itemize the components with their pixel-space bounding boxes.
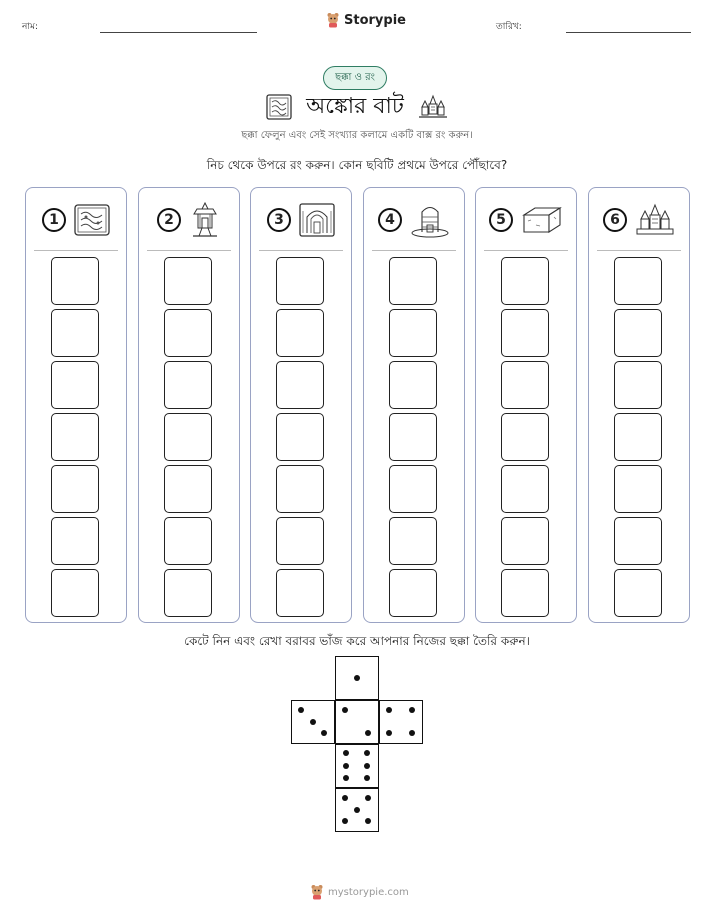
- color-box[interactable]: [51, 569, 99, 617]
- column-3: [250, 187, 352, 623]
- color-box[interactable]: [501, 413, 549, 461]
- dice-pip: [321, 730, 327, 736]
- column-2: [138, 187, 240, 623]
- color-box[interactable]: [389, 257, 437, 305]
- temple-gate-icon: [189, 202, 221, 238]
- dice-face: [335, 700, 379, 744]
- color-box[interactable]: [51, 309, 99, 357]
- color-box[interactable]: [164, 309, 212, 357]
- dice-pip: [364, 763, 370, 769]
- color-box[interactable]: [276, 569, 324, 617]
- color-box[interactable]: [389, 517, 437, 565]
- color-box[interactable]: [614, 569, 662, 617]
- color-box[interactable]: [164, 517, 212, 565]
- column-number: 1: [42, 208, 66, 232]
- color-box[interactable]: [51, 413, 99, 461]
- color-box[interactable]: [164, 465, 212, 513]
- color-box[interactable]: [501, 465, 549, 513]
- dice-pip: [342, 707, 348, 713]
- color-box[interactable]: [389, 465, 437, 513]
- dice-pip: [365, 818, 371, 824]
- dice-pip: [342, 795, 348, 801]
- color-box[interactable]: [276, 517, 324, 565]
- color-box[interactable]: [614, 465, 662, 513]
- color-box[interactable]: [276, 361, 324, 409]
- color-box[interactable]: [164, 569, 212, 617]
- color-box[interactable]: [614, 257, 662, 305]
- column-divider: [147, 250, 231, 251]
- date-line[interactable]: [566, 32, 691, 33]
- column-header: [589, 198, 689, 242]
- color-box[interactable]: [501, 257, 549, 305]
- column-number: 3: [267, 208, 291, 232]
- column-header: [26, 198, 126, 242]
- name-line[interactable]: [100, 32, 257, 33]
- brand-logo: [326, 12, 406, 28]
- color-box[interactable]: [389, 569, 437, 617]
- column-number: 6: [603, 208, 627, 232]
- color-box[interactable]: [501, 517, 549, 565]
- dice-face: [335, 788, 379, 832]
- column-divider: [484, 250, 568, 251]
- dice-face: [379, 700, 423, 744]
- subtitle: ছক্কা ফেলুন এবং সেই সংখ্যার কলামে একটি বাক্স রং করুন।: [241, 130, 473, 141]
- column-5: [475, 187, 577, 623]
- color-box[interactable]: [389, 309, 437, 357]
- stone-corridor-icon: [299, 203, 335, 237]
- dice-pip: [364, 775, 370, 781]
- name-label: নাম:: [22, 22, 39, 32]
- cut-instruction: কেটে নিন এবং রেখা বরাবর ভাঁজ করে আপনার নিজের ছক্কা তৈরি করুন।: [184, 634, 530, 648]
- dice-face: [291, 700, 335, 744]
- color-box[interactable]: [276, 257, 324, 305]
- dice-pip: [310, 719, 316, 725]
- color-box[interactable]: [51, 517, 99, 565]
- dice-pip: [298, 707, 304, 713]
- stone-tower-icon: [410, 202, 450, 238]
- dice-pip: [342, 818, 348, 824]
- brand-name: Storypie: [344, 12, 406, 28]
- column-divider: [259, 250, 343, 251]
- title-row: [0, 90, 714, 124]
- dice-pip: [343, 750, 349, 756]
- storypie-mascot-icon: [310, 884, 324, 900]
- footer: [310, 884, 409, 900]
- color-box[interactable]: [51, 465, 99, 513]
- column-number: 2: [157, 208, 181, 232]
- color-box[interactable]: [501, 309, 549, 357]
- angkor-temple-icon: [418, 94, 448, 120]
- dice-face: [335, 656, 379, 700]
- color-box[interactable]: [501, 361, 549, 409]
- column-number: 5: [489, 208, 513, 232]
- color-box[interactable]: [614, 309, 662, 357]
- storypie-mascot-icon: [326, 12, 340, 28]
- column-divider: [34, 250, 118, 251]
- column-header: [139, 198, 239, 242]
- color-box[interactable]: [164, 413, 212, 461]
- dice-pip: [365, 795, 371, 801]
- color-box[interactable]: [164, 257, 212, 305]
- color-box[interactable]: [389, 413, 437, 461]
- color-box[interactable]: [614, 361, 662, 409]
- dice-pip: [409, 730, 415, 736]
- color-box[interactable]: [614, 413, 662, 461]
- dice-pip: [343, 763, 349, 769]
- color-box[interactable]: [51, 361, 99, 409]
- footer-website: mystorypie.com: [328, 886, 409, 898]
- activity-badge: ছক্কা ও রং: [323, 66, 387, 90]
- dice-pip: [343, 775, 349, 781]
- color-box[interactable]: [164, 361, 212, 409]
- column-6: [588, 187, 690, 623]
- color-box[interactable]: [51, 257, 99, 305]
- dice-pip: [365, 730, 371, 736]
- carved-relief-icon: [74, 204, 110, 236]
- column-1: [25, 187, 127, 623]
- page-title: অঙ্কোর বাট: [306, 93, 404, 119]
- column-divider: [372, 250, 456, 251]
- dice-face: [335, 744, 379, 788]
- dice-pip: [364, 750, 370, 756]
- color-box[interactable]: [501, 569, 549, 617]
- color-box[interactable]: [614, 517, 662, 565]
- dice-pip: [409, 707, 415, 713]
- dice-pip: [386, 707, 392, 713]
- dice-pip: [386, 730, 392, 736]
- color-box[interactable]: [276, 413, 324, 461]
- instruction: নিচ থেকে উপরে রং করুন। কোন ছবিটি প্রথমে উপরে পৌঁছাবে?: [206, 158, 508, 172]
- dice-pip: [354, 807, 360, 813]
- column-header: [364, 198, 464, 242]
- angkor-temple-icon: [635, 203, 675, 237]
- sandstone-block-icon: [521, 205, 563, 235]
- color-box[interactable]: [389, 361, 437, 409]
- column-header: [251, 198, 351, 242]
- column-number: 4: [378, 208, 402, 232]
- column-divider: [597, 250, 681, 251]
- carved-relief-icon: [266, 94, 292, 120]
- dice-pip: [354, 675, 360, 681]
- color-box[interactable]: [276, 309, 324, 357]
- color-box[interactable]: [276, 465, 324, 513]
- date-label: তারিখ:: [496, 22, 522, 32]
- column-header: [476, 198, 576, 242]
- column-4: [363, 187, 465, 623]
